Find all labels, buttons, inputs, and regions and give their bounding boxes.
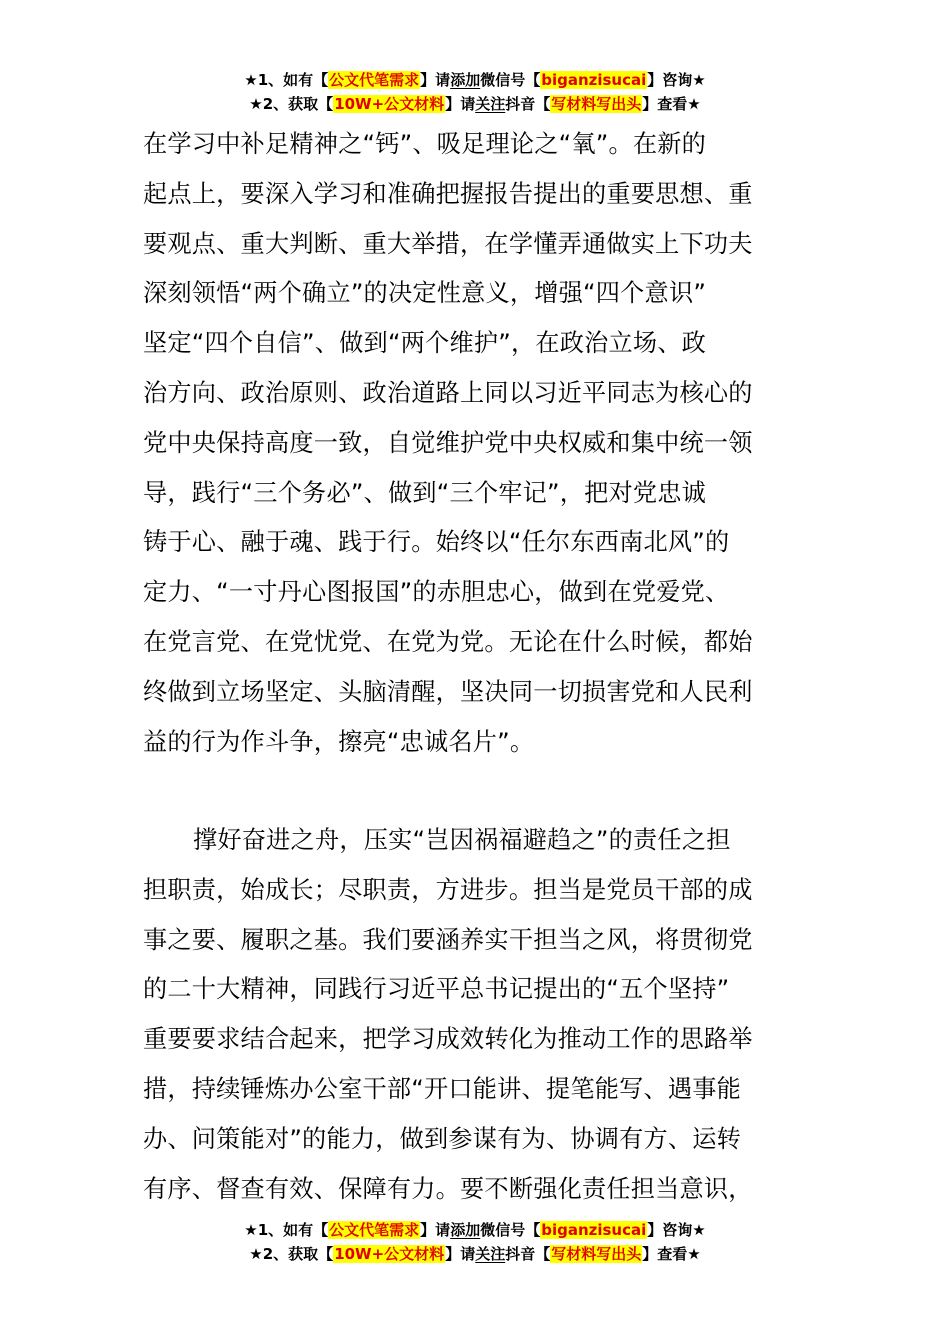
text-line: 要观点、重大判断、重大举措，在学懂弄通做实上下功夫 xyxy=(143,229,753,258)
banner-line-2 xyxy=(0,1242,950,1266)
banner-text: 微信号【 xyxy=(480,1221,541,1239)
text-line: 终做到立场坚定、头脑清醒，坚决同一切损害党和人民利 xyxy=(143,677,753,706)
text-line: 重要要求结合起来，把学习成效转化为推动工作的思路举 xyxy=(143,1025,753,1054)
header-banner xyxy=(0,68,950,116)
highlight-service: 公文代笔需求 xyxy=(329,1221,420,1239)
footer-banner xyxy=(0,1218,950,1266)
text-line: 定力、“一寸丹心图报国”的赤胆忠心，做到在党爱党、 xyxy=(143,578,730,607)
highlight-wechat-id: biganzisucai xyxy=(541,71,647,89)
text-line: 有序、督查有效、保障有力。要不断强化责任担当意识， xyxy=(143,1174,753,1203)
banner-text: ★2、获取【 xyxy=(249,95,334,113)
banner-text: ★1、如有【 xyxy=(244,71,329,89)
highlight-materials: 10W+公文材料 xyxy=(334,1245,445,1263)
banner-text: 抖音【 xyxy=(505,1245,551,1263)
banner-line-1 xyxy=(0,68,950,92)
text-line: 深刻领悟“两个确立”的决定性意义，增强“四个意识” xyxy=(143,279,707,308)
banner-text: ★2、获取【 xyxy=(249,1245,334,1263)
banner-text: 】请 xyxy=(445,1245,476,1263)
banner-line-1 xyxy=(0,1218,950,1242)
banner-text: 】查看★ xyxy=(642,95,701,113)
underlined-text: 关注 xyxy=(475,1245,506,1263)
banner-text: 】请 xyxy=(445,95,476,113)
banner-text: 抖音【 xyxy=(505,95,551,113)
banner-text: 】咨询★ xyxy=(647,71,706,89)
text-line: 导，践行“三个务必”、做到“三个牢记”，把对党忠诚 xyxy=(143,478,707,507)
text-line: 的二十大精神，同践行习近平总书记提出的“五个坚持” xyxy=(143,975,730,1004)
text-line: 益的行为作斗争，擦亮“忠诚名片”。 xyxy=(143,727,535,756)
text-line: 在学习中补足精神之“钙”、吸足理论之“氧”。在新的 xyxy=(143,130,707,158)
highlight-douyin-account: 写材料写出头 xyxy=(551,95,642,113)
text-line: 治方向、政治原则、政治道路上同以习近平同志为核心的 xyxy=(143,378,753,407)
paragraph-loyalty xyxy=(143,120,807,767)
text-line: 措，持续锤炼办公室干部“开口能讲、提笔能写、遇事能 xyxy=(143,1074,742,1103)
text-line: 铸于心、融于魂、践于行。始终以“任尔东西南北风”的 xyxy=(143,528,730,557)
text-line: 担职责，始成长；尽职责，方进步。担当是党员干部的成 xyxy=(143,875,753,904)
text-line: 在党言党、在党忧党、在党为党。无论在什么时候，都始 xyxy=(143,627,753,656)
banner-text: 】请 xyxy=(420,1221,451,1239)
text-line: 办、问策能对”的能力，做到参谋有为、协调有方、运转 xyxy=(143,1124,742,1153)
banner-text: 】查看★ xyxy=(642,1245,701,1263)
text-line: 坚定“四个自信”、做到“两个维护”，在政治立场、政 xyxy=(143,329,707,358)
banner-text: ★1、如有【 xyxy=(244,1221,329,1239)
highlight-materials: 10W+公文材料 xyxy=(334,95,445,113)
highlight-service: 公文代笔需求 xyxy=(329,71,420,89)
underlined-text: 添加 xyxy=(450,71,481,89)
highlight-wechat-id: biganzisucai xyxy=(541,1221,647,1239)
underlined-text: 关注 xyxy=(475,95,506,113)
paragraph-heading-line: 撑好奋进之舟，压实“岂因祸福避趋之”的责任之担 xyxy=(193,826,731,854)
paragraph-responsibility xyxy=(143,816,807,1214)
text-line: 起点上，要深入学习和准确把握报告提出的重要思想、重 xyxy=(143,179,753,208)
highlight-douyin-account: 写材料写出头 xyxy=(551,1245,642,1263)
text-line: 党中央保持高度一致，自觉维护党中央权威和集中统一领 xyxy=(143,428,753,457)
underlined-text: 添加 xyxy=(450,1221,481,1239)
banner-text: 】咨询★ xyxy=(647,1221,706,1239)
banner-line-2 xyxy=(0,92,950,116)
text-line: 事之要、履职之基。我们要涵养实干担当之风，将贯彻党 xyxy=(143,925,753,954)
banner-text: 微信号【 xyxy=(480,71,541,89)
banner-text: 】请 xyxy=(420,71,451,89)
